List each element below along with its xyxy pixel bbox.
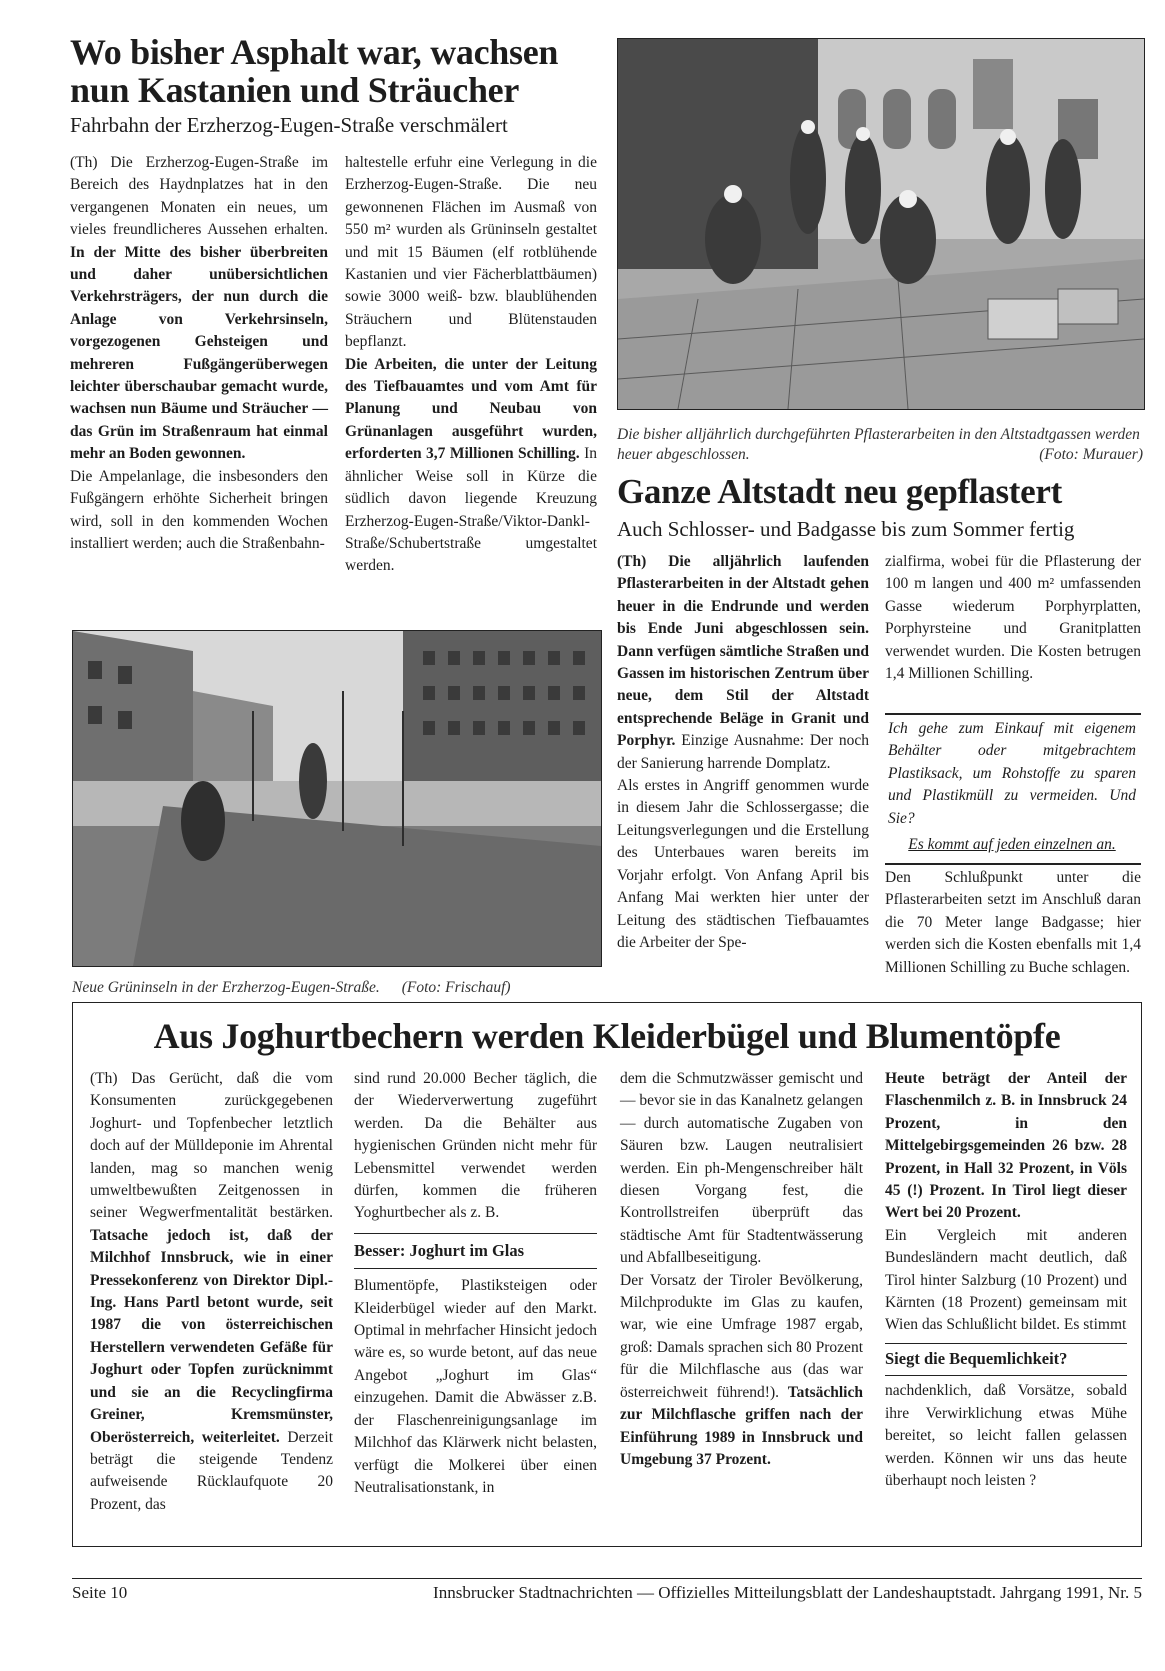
notice-box bbox=[888, 718, 1136, 856]
article3-title: Aus Joghurtbechern werden Kleiderbügel und Blumentöpfe bbox=[153, 1016, 1061, 1056]
article1-paragraph: Die Ampelanlage, die insbesonders den Fußgängern erhöhte Sicherheit bringen wird, soll in den kommenden Wochen installiert werden; auch die Straßenbahn- bbox=[70, 467, 328, 552]
article1-title-line2: nun Kastanien und Sträucher bbox=[70, 70, 520, 110]
article3-lead-tail: Derzeit beträgt die steigende Tendenz aufweisende Rücklaufquote 20 Prozent, das bbox=[90, 1428, 333, 1513]
article1-lead-bold: In der Mitte des bisher überbreiten und daher unübersichtlichen Verkehrsträgers, der nun durch die Anlage von Verkehrsinseln, vorgezogenen Gehsteigen und mehreren Fußgängerüberwegen leichter überschaubar gemacht wurde, wachsen nun Bäume und Sträucher — das Grün im Straßenraum hat einmal mehr an Boden gewonnen. bbox=[70, 243, 328, 463]
article1-title-line1: Wo bisher Asphalt war, wachsen bbox=[70, 32, 559, 72]
article1-lead: (Th) Die Erzherzog-Eugen-Straße im Bereich des Haydnplatzes hat in den vergangenen Monaten ein neues, um vieles freundlicheres Aussehen erhalten. bbox=[70, 154, 328, 239]
article2-title: Ganze Altstadt neu gepflastert bbox=[617, 472, 1062, 511]
notice-bottom-rule bbox=[885, 863, 1141, 865]
article3-column-2 bbox=[354, 1068, 597, 1499]
article2-paragraph: Als erstes in Angriff genommen wurde in diesem Jahr die Schlossergasse; die Leitungsverlegungen und die Erstellung des Unterbaues waren bereits im Vorjahr erfolgt. Von Anfang April bis Anfang Mai werkten hier unter der Leitung des städtischen Tiefbauamtes die Arbeiter der Spe- bbox=[617, 777, 869, 951]
article2-column-1 bbox=[617, 551, 869, 954]
article3-paragraph: Blumentöpfe, Plastiksteigen oder Kleiderbügel wieder auf den Markt. Optimal in mehrfacher Hinsicht jedoch wäre es, so wurde betont, auf das neue Angebot „Joghurt im Glas“ einzugehen. Damit die Abwässer z.B. der Flaschenreinigungsanlage im Milchhof das Klärwerk nicht belasten, verfügt die Molkerei über einen Neutralisationstank, in bbox=[354, 1277, 597, 1496]
article3-subhead: Siegt die Bequemlichkeit? bbox=[885, 1349, 1068, 1369]
article2-lead-tail: Einzige Ausnahme: Der noch der Sanierung harrende Domplatz. bbox=[617, 732, 869, 772]
article1-paragraph: haltestelle erfuhr eine Verlegung in die Erzherzog-Eugen-Straße. Die neu gewonnenen Flächen im Ausmaß von 550 m² wurden als Grüninseln gestaltet und mit 15 Bäumen (elf rotblühende Kastanien und vier Fächerblattbäumen) sowie 3000 weiß- bzw. blaublühenden Sträuchern und Blütenstauden bepflanzt. bbox=[345, 154, 597, 351]
article3-bold-text: Tatsächlich zur Milchflasche griffen nach der Einführung 1989 in Innsbruck und Umgebung 37 Prozent. bbox=[620, 1383, 863, 1468]
publication-line: Innsbrucker Stadtnachrichten — Offizielles Mitteilungsblatt der Landeshauptstadt. Jahrgang 1991, Nr. 5 bbox=[433, 1583, 1142, 1602]
street-photo-caption bbox=[72, 978, 600, 998]
article2-paragraph: zialfirma, wobei für die Pflasterung der 100 m langen und 400 m² umfassenden Gasse wiederum Porphyrplatten, Porphyrsteine und Granitplatten verwendet wurden. Die Kosten betrugen 1,4 Millionen Schilling. bbox=[885, 553, 1141, 683]
article3-subhead-rule bbox=[885, 1375, 1127, 1377]
street-photo-caption-text: Neue Grüninseln in der Erzherzog-Eugen-Straße. bbox=[72, 979, 380, 996]
notice-text: Ich gehe zum Einkauf mit eigenem Behälter oder mitgebrachtem Plastiksack, um Rohstoffe zu sparen und Plastikmüll zu vermeiden. Und Sie? bbox=[888, 720, 1136, 827]
article2-column-2-continued bbox=[885, 867, 1141, 979]
street-greenery-photo bbox=[72, 630, 602, 967]
article3-subhead: Besser: Joghurt im Glas bbox=[354, 1241, 525, 1261]
notice-top-rule bbox=[885, 713, 1141, 715]
article3-paragraph: sind rund 20.000 Becher täglich, die der Wiederverwertung zugeführt werden. Da die Behälter aus hygienischen Gründen nicht mehr für Lebensmittel verwendet werden dürfen, kommen die früheren Yoghurtbecher als z. B. bbox=[354, 1070, 597, 1222]
article3-lead-bold: Tatsache jedoch ist, daß der Milchhof Innsbruck, wie in einer Pressekonferenz von Direktor Dipl.-Ing. Hans Partl betont wurde, seit 1987 die von österreichischen Herstellern verwendeten Gefäße für Joghurt oder Topfen zurücknimmt und sie an die Recyclingfirma Greiner, Kremsmünster, Oberösterreich, weiterleitet. bbox=[90, 1226, 333, 1446]
paving-photo-caption bbox=[617, 425, 1143, 465]
article1-bold-paragraph: Die Arbeiten, die unter der Leitung des Tiefbauamtes und vom Amt für Planung und Neubau von Grünanlagen ausgeführt wurden, erforderten 3,7 Millionen Schilling. bbox=[345, 355, 597, 463]
article3-paragraph-lead: Der Vorsatz der Tiroler Bevölkerung, Milchprodukte im Glas zu kaufen, war, wie eine Umfrage 1987 ergab, groß: Damals sprachen sich 80 Prozent für die Milchflasche aus (das war österreichweit führend!). bbox=[620, 1271, 863, 1401]
article2-paragraph: Den Schlußpunkt unter die Pflasterarbeiten setzt im Anschluß daran die 70 Meter lange Badgasse; hier werden sich die Kosten ebenfalls mit 1,4 Millionen Schilling zu Buche schlagen. bbox=[885, 869, 1141, 976]
article2-subtitle: Auch Schlosser- und Badgasse bis zum Sommer fertig bbox=[617, 517, 1075, 541]
article1-subtitle: Fahrbahn der Erzherzog-Eugen-Straße verschmälert bbox=[70, 113, 508, 137]
article3-column-4 bbox=[885, 1068, 1127, 1492]
article3-paragraph: Ein Vergleich mit anderen Bundesländern macht deutlich, daß Tirol hinter Salzburg (10 Prozent) und Kärnten (18 Prozent) gemeinsam mit Wien das Schlußlicht bildet. Es stimmt bbox=[885, 1226, 1127, 1334]
article2-headline bbox=[617, 474, 1143, 542]
street-photo-credit: (Foto: Frischauf) bbox=[401, 979, 511, 996]
article3-paragraph: nachdenklich, daß Vorsätze, sobald ihre Verwirklichung etwas Mühe bereitet, so leicht fallen gelassen werden. Können wir uns das heute überhaupt noch leisten ? bbox=[885, 1382, 1127, 1489]
notice-tagline: Es kommt auf jeden einzelnen an. bbox=[908, 836, 1116, 854]
article3-bold-paragraph: Heute beträgt der Anteil der Flaschenmilch z. B. in Innsbruck 24 Prozent, in den Mittelgebirgsgemeinden 26 bzw. 28 Prozent, in Hall 32 Prozent, in Völs 45 (!) Prozent. In Tirol liegt dieser Wert bei 20 Prozent. bbox=[885, 1070, 1127, 1222]
footer-rule bbox=[72, 1578, 1142, 1579]
article3-subhead-rule bbox=[354, 1233, 597, 1235]
article3-paragraph: dem die Schmutzwässer gemischt und — bevor sie in das Kanalnetz gelangen — durch automatische Zugaben von Säuren bzw. Laugen neutralisiert werden. Ein ph-Mengenschreiber hält diesen Vorgang fest, die Kontrollstreifen überprüft das städtische Amt für Stadtentwässerung und Abfallbeseitigung. bbox=[620, 1070, 863, 1267]
page-number: Seite 10 bbox=[72, 1583, 128, 1602]
article2-lead-bold: (Th) Die alljährlich laufenden Pflasterarbeiten in der Altstadt gehen heuer in die Endrunde und werden bis Ende Juni abgeschlossen sein. Dann verfügen sämtliche Straßen und Gassen im historischen Zentrum über neue, dem Stil der Altstadt entsprechende Beläge in Granit und Porphyr. bbox=[617, 553, 869, 750]
article2-column-2 bbox=[885, 551, 1141, 685]
article1-column-1 bbox=[70, 152, 328, 555]
article1-paragraph-tail: In ähnlicher Weise soll in Kürze die südlich davon liegende Kreuzung Erzherzog-Eugen-Straße/Viktor-Dankl-Straße/Schubertstraße umgestaltet werden. bbox=[345, 445, 597, 575]
paving-work-photo bbox=[617, 38, 1145, 410]
article1-column-2 bbox=[345, 152, 597, 578]
paving-photo-caption-text: Die bisher alljährlich durchgeführten Pflasterarbeiten in den Altstadtgassen werden heuer abgeschlossen. bbox=[617, 426, 1140, 463]
article3-column-3 bbox=[620, 1068, 863, 1471]
article3-lead: (Th) Das Gerücht, daß die vom Konsumenten zurückgegebenen Joghurt- und Topfenbecher letztlich doch auf der Mülldeponie im Ahrental landen, mag so manchen wenig umweltbewußten Zeitgenossen in seiner Wegwerfmentalität bestärken. bbox=[90, 1070, 333, 1222]
article3-subhead-rule bbox=[885, 1343, 1127, 1345]
article1-headline bbox=[70, 34, 610, 138]
article3-subhead-rule bbox=[354, 1268, 597, 1270]
paving-photo-credit: (Foto: Murauer) bbox=[1039, 446, 1143, 463]
article3-column-1 bbox=[90, 1068, 333, 1516]
